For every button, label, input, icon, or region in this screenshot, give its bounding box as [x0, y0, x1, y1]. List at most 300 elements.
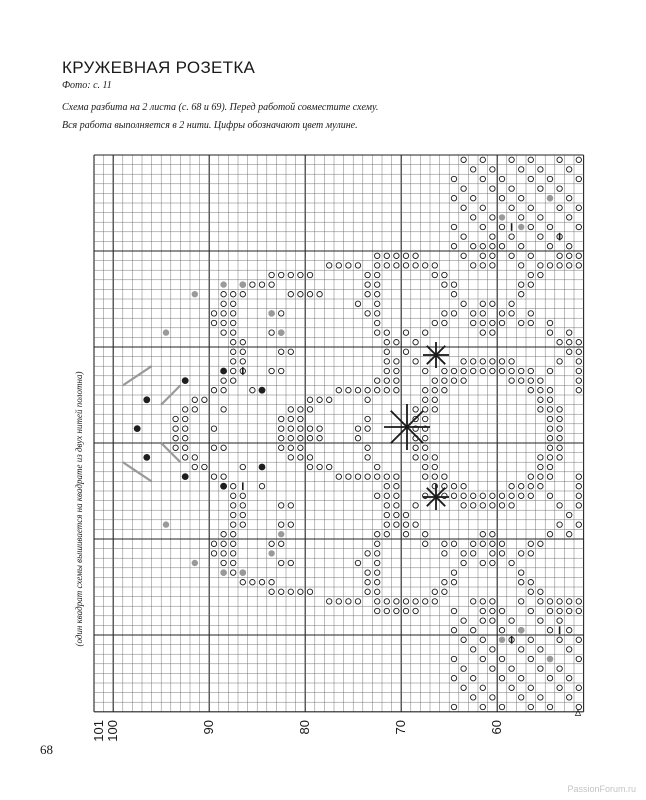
stitch-ring	[394, 484, 399, 489]
stitch-ring	[365, 397, 370, 402]
stitch-ring	[509, 618, 514, 623]
stitch-ring	[461, 368, 466, 373]
stitch-ring	[442, 589, 447, 594]
stitch-ring	[259, 580, 264, 585]
stitch-ring	[576, 359, 581, 364]
stitch-ring	[432, 474, 437, 479]
stitch-ring	[432, 263, 437, 268]
stitch-ring	[298, 272, 303, 277]
stitch-ring	[509, 685, 514, 690]
stitch-ring	[490, 599, 495, 604]
stitch-ring	[538, 464, 543, 469]
stitch-ring	[384, 359, 389, 364]
stitch-ring	[403, 512, 408, 517]
stitch-ring	[471, 320, 476, 325]
stitch-ring	[375, 532, 380, 537]
stitch-ring	[288, 272, 293, 277]
stitch-ring	[288, 445, 293, 450]
black-bead	[182, 473, 189, 480]
stitch-ring	[355, 474, 360, 479]
stitch-ring	[519, 167, 524, 172]
stitch-ring	[547, 532, 552, 537]
stitch-ring	[423, 532, 428, 537]
stitch-ring	[231, 378, 236, 383]
stitch-ring	[519, 378, 524, 383]
stitch-ring	[307, 397, 312, 402]
stitch-ring	[480, 608, 485, 613]
stitch-ring	[240, 340, 245, 345]
stitch-ring	[423, 541, 428, 546]
stitch-ring	[528, 311, 533, 316]
stitch-ring	[231, 311, 236, 316]
stitch-ring	[547, 676, 552, 681]
stitch-ring	[183, 407, 188, 412]
stitch-ring	[576, 378, 581, 383]
stitch-ring	[461, 560, 466, 565]
gray-accent-stitch	[192, 291, 198, 297]
stitch-ring	[355, 263, 360, 268]
stitch-ring	[394, 503, 399, 508]
stitch-ring	[480, 618, 485, 623]
stitch-ring	[221, 301, 226, 306]
stitch-ring	[375, 311, 380, 316]
gray-accent-stitch	[163, 521, 169, 527]
stitch-ring	[307, 455, 312, 460]
gray-accent-stitch	[547, 195, 553, 201]
stitch-ring	[240, 292, 245, 297]
stitch-ring	[327, 599, 332, 604]
stitch-ring	[490, 608, 495, 613]
stitch-ring	[509, 666, 514, 671]
stitch-ring	[298, 416, 303, 421]
stitch-ring	[538, 263, 543, 268]
stitch-ring	[269, 589, 274, 594]
stitch-ring	[442, 378, 447, 383]
stitch-ring	[442, 282, 447, 287]
stitch-ring	[461, 234, 466, 239]
stitch-ring	[375, 599, 380, 604]
stitch-ring	[327, 263, 332, 268]
stitch-ring	[365, 580, 370, 585]
stitch-ring	[471, 263, 476, 268]
stitch-ring	[557, 503, 562, 508]
column-number-90: 90	[201, 720, 216, 735]
stitch-ring	[499, 244, 504, 249]
star-stitch-center	[391, 427, 407, 443]
stitch-ring	[279, 541, 284, 546]
stitch-ring	[557, 157, 562, 162]
stitch-ring	[547, 330, 552, 335]
stitch-ring	[375, 570, 380, 575]
stitch-ring	[499, 493, 504, 498]
stitch-ring	[192, 455, 197, 460]
stitch-ring	[355, 301, 360, 306]
stitch-ring	[211, 388, 216, 393]
stitch-ring	[509, 311, 514, 316]
stitch-ring	[375, 589, 380, 594]
column-number-80: 80	[297, 720, 312, 735]
stitch-ring	[519, 570, 524, 575]
stitch-ring	[490, 215, 495, 220]
stitch-ring	[538, 455, 543, 460]
stitch-ring	[240, 522, 245, 527]
stitch-ring	[432, 464, 437, 469]
star-stitch-center	[391, 411, 407, 427]
stitch-ring	[528, 589, 533, 594]
stitch-ring	[547, 436, 552, 441]
stitch-ring	[317, 436, 322, 441]
stitch-ring	[394, 599, 399, 604]
stitch-ring	[538, 618, 543, 623]
stitch-ring	[528, 637, 533, 642]
stitch-ring	[490, 167, 495, 172]
gray-accent-stitch	[268, 550, 274, 556]
stitch-ring	[288, 292, 293, 297]
stitch-ring	[490, 301, 495, 306]
stitch-ring	[519, 215, 524, 220]
stitch-ring	[557, 666, 562, 671]
stitch-ring	[538, 215, 543, 220]
stitch-ring	[365, 455, 370, 460]
stitch-ring	[519, 292, 524, 297]
stitch-ring	[528, 368, 533, 373]
stitch-ring	[298, 436, 303, 441]
stitch-ring	[375, 560, 380, 565]
stitch-ring	[499, 608, 504, 613]
stitch-ring	[394, 368, 399, 373]
stitch-ring	[211, 445, 216, 450]
stitch-ring	[375, 330, 380, 335]
stitch-ring	[442, 272, 447, 277]
stitch-ring	[576, 157, 581, 162]
stitch-ring	[480, 253, 485, 258]
gray-accent-stitch	[278, 531, 284, 537]
stitch-ring	[221, 378, 226, 383]
stitch-ring	[547, 464, 552, 469]
stitch-ring	[490, 359, 495, 364]
stitch-ring	[557, 599, 562, 604]
stitch-ring	[221, 541, 226, 546]
stitch-ring	[394, 512, 399, 517]
stitch-ring	[355, 426, 360, 431]
stitch-ring	[250, 282, 255, 287]
stitch-ring	[499, 224, 504, 229]
stitch-ring	[471, 359, 476, 364]
stitch-ring	[538, 666, 543, 671]
stitch-ring	[547, 397, 552, 402]
stitch-ring	[211, 474, 216, 479]
stitch-ring	[471, 196, 476, 201]
stitch-ring	[202, 464, 207, 469]
stitch-ring	[451, 493, 456, 498]
stitch-ring	[317, 426, 322, 431]
stitch-ring	[375, 541, 380, 546]
stitch-ring	[451, 224, 456, 229]
stitch-ring	[519, 368, 524, 373]
stitch-ring	[173, 445, 178, 450]
stitch-ring	[480, 368, 485, 373]
stitch-ring	[576, 522, 581, 527]
stitch-ring	[384, 599, 389, 604]
stitch-ring	[567, 244, 572, 249]
stitch-ring	[442, 474, 447, 479]
stitch-ring	[279, 589, 284, 594]
stitch-ring	[519, 320, 524, 325]
stitch-ring	[471, 599, 476, 604]
stitch-ring	[442, 580, 447, 585]
stitch-ring	[547, 176, 552, 181]
stitch-ring	[509, 484, 514, 489]
stitch-ring	[192, 464, 197, 469]
stitch-ring	[403, 532, 408, 537]
stitch-ring	[480, 244, 485, 249]
stitch-ring	[288, 589, 293, 594]
stitch-ring	[538, 599, 543, 604]
stitch-ring	[288, 455, 293, 460]
photo-reference: Фото: с. 11	[62, 80, 112, 91]
stitch-ring	[451, 378, 456, 383]
stitch-ring	[211, 320, 216, 325]
stitch-ring	[499, 551, 504, 556]
stitch-ring	[480, 301, 485, 306]
stitch-ring	[471, 244, 476, 249]
stitch-ring	[576, 484, 581, 489]
stitch-ring	[259, 484, 264, 489]
stitch-ring	[432, 320, 437, 325]
stitch-ring	[375, 464, 380, 469]
stitch-ring	[576, 263, 581, 268]
stitch-ring	[365, 388, 370, 393]
stitch-ring	[451, 368, 456, 373]
stitch-ring	[307, 292, 312, 297]
stitch-ring	[519, 599, 524, 604]
stitch-ring	[394, 263, 399, 268]
stitch-ring	[528, 176, 533, 181]
stitch-ring	[403, 330, 408, 335]
black-bead	[134, 425, 141, 432]
stitch-ring	[423, 445, 428, 450]
stitch-ring	[547, 320, 552, 325]
stitch-ring	[307, 436, 312, 441]
stitch-ring	[375, 320, 380, 325]
stitch-ring	[538, 388, 543, 393]
stitch-ring	[375, 272, 380, 277]
column-number-70: 70	[393, 720, 408, 735]
stitch-ring	[480, 685, 485, 690]
stitch-ring	[528, 656, 533, 661]
stitch-ring	[499, 656, 504, 661]
stitch-ring	[317, 292, 322, 297]
stitch-ring	[355, 388, 360, 393]
stitch-ring	[499, 541, 504, 546]
stitch-ring	[567, 676, 572, 681]
stitch-ring	[480, 637, 485, 642]
stitch-ring	[557, 522, 562, 527]
stitch-ring	[451, 244, 456, 249]
stitch-ring	[298, 445, 303, 450]
stitch-ring	[461, 551, 466, 556]
stitch-ring	[375, 292, 380, 297]
stitch-ring	[231, 349, 236, 354]
stitch-ring	[471, 676, 476, 681]
stitch-ring	[221, 551, 226, 556]
stitch-ring	[279, 349, 284, 354]
column-number-101: 101	[91, 720, 106, 742]
stitch-ring	[365, 292, 370, 297]
stitch-ring	[499, 704, 504, 709]
stitch-ring	[576, 474, 581, 479]
stitch-ring	[471, 503, 476, 508]
stitch-ring	[423, 416, 428, 421]
stitch-ring	[384, 608, 389, 613]
stitch-ring	[307, 407, 312, 412]
stitch-ring	[442, 311, 447, 316]
stitch-ring	[336, 388, 341, 393]
stitch-ring	[480, 493, 485, 498]
stitch-ring	[336, 263, 341, 268]
stitch-ring	[567, 167, 572, 172]
stitch-ring	[384, 388, 389, 393]
stitch-ring	[231, 541, 236, 546]
stitch-ring	[490, 695, 495, 700]
black-bead	[182, 377, 189, 384]
stitch-ring	[557, 455, 562, 460]
stitch-ring	[375, 282, 380, 287]
black-bead	[220, 483, 227, 490]
stitch-ring	[557, 445, 562, 450]
stitch-ring	[432, 272, 437, 277]
stitch-ring	[480, 320, 485, 325]
stitch-ring	[269, 272, 274, 277]
stitch-ring	[432, 599, 437, 604]
stitch-ring	[384, 330, 389, 335]
stitch-ring	[240, 512, 245, 517]
black-bead	[259, 464, 266, 471]
stitch-ring	[384, 493, 389, 498]
stitch-ring	[471, 167, 476, 172]
stitch-ring	[480, 205, 485, 210]
stitch-ring	[490, 560, 495, 565]
stitch-ring	[461, 186, 466, 191]
stitch-ring	[346, 474, 351, 479]
stitch-ring	[451, 656, 456, 661]
stitch-ring	[432, 455, 437, 460]
stitch-ring	[307, 272, 312, 277]
stitch-ring	[557, 618, 562, 623]
stitch-ring	[365, 282, 370, 287]
stitch-ring	[547, 368, 552, 373]
stitch-ring	[567, 647, 572, 652]
stitch-ring	[547, 388, 552, 393]
stitch-ring	[538, 647, 543, 652]
instruction-line-2: Вся работа выполняется в 2 нити. Цифры обозначают цвет мулине.	[62, 120, 358, 131]
stitch-ring	[547, 455, 552, 460]
stitch-ring	[317, 464, 322, 469]
stitch-ring	[490, 263, 495, 268]
stitch-ring	[394, 340, 399, 345]
stitch-ring	[538, 589, 543, 594]
stitch-ring	[557, 608, 562, 613]
stitch-ring	[279, 311, 284, 316]
stitch-ring	[509, 493, 514, 498]
stitch-ring	[451, 608, 456, 613]
stitch-ring	[269, 580, 274, 585]
stitch-ring	[528, 272, 533, 277]
stitch-ring	[211, 551, 216, 556]
stitch-ring	[365, 551, 370, 556]
stitch-ring	[384, 522, 389, 527]
stitch-ring	[461, 618, 466, 623]
stitch-ring	[547, 224, 552, 229]
stitch-ring	[509, 186, 514, 191]
stitch-ring	[499, 359, 504, 364]
stitch-ring	[221, 320, 226, 325]
stitch-ring	[547, 704, 552, 709]
gray-accent-stitch	[192, 560, 198, 566]
stitch-ring	[557, 407, 562, 412]
stitch-ring	[413, 599, 418, 604]
stitch-ring	[250, 388, 255, 393]
stitch-ring	[279, 522, 284, 527]
stitch-ring	[480, 311, 485, 316]
stitch-ring	[480, 560, 485, 565]
stitch-ring	[461, 493, 466, 498]
stitch-ring	[567, 196, 572, 201]
stitch-ring	[490, 647, 495, 652]
stitch-ring	[547, 474, 552, 479]
gray-accent-stitch	[220, 281, 226, 287]
stitch-ring	[471, 311, 476, 316]
stitch-ring	[221, 445, 226, 450]
stitch-ring	[403, 522, 408, 527]
stitch-ring	[557, 637, 562, 642]
stitch-ring	[576, 368, 581, 373]
stitch-ring	[557, 426, 562, 431]
stitch-ring	[471, 541, 476, 546]
stitch-ring	[547, 493, 552, 498]
stitch-ring	[279, 560, 284, 565]
stitch-ring	[298, 455, 303, 460]
stitch-ring	[557, 186, 562, 191]
stitch-ring	[423, 330, 428, 335]
stitch-ring	[451, 311, 456, 316]
gray-accent-stitch	[547, 656, 553, 662]
stitch-ring	[183, 416, 188, 421]
stitch-ring	[528, 320, 533, 325]
stitch-ring	[288, 436, 293, 441]
stitch-ring	[240, 493, 245, 498]
stitch-ring	[221, 330, 226, 335]
stitch-ring	[451, 176, 456, 181]
stitch-ring	[365, 311, 370, 316]
stitch-ring	[528, 205, 533, 210]
stitch-ring	[432, 397, 437, 402]
stitch-ring	[499, 676, 504, 681]
stitch-ring	[394, 388, 399, 393]
stitch-ring	[499, 320, 504, 325]
stitch-ring	[519, 282, 524, 287]
chart-end-marker: ▵	[574, 704, 582, 719]
stitch-ring	[509, 301, 514, 306]
stitch-ring	[394, 608, 399, 613]
stitch-ring	[394, 474, 399, 479]
stitch-ring	[471, 628, 476, 633]
stitch-ring	[269, 541, 274, 546]
stitch-ring	[490, 666, 495, 671]
stitch-ring	[375, 263, 380, 268]
stitch-ring	[567, 349, 572, 354]
stitch-ring	[432, 388, 437, 393]
